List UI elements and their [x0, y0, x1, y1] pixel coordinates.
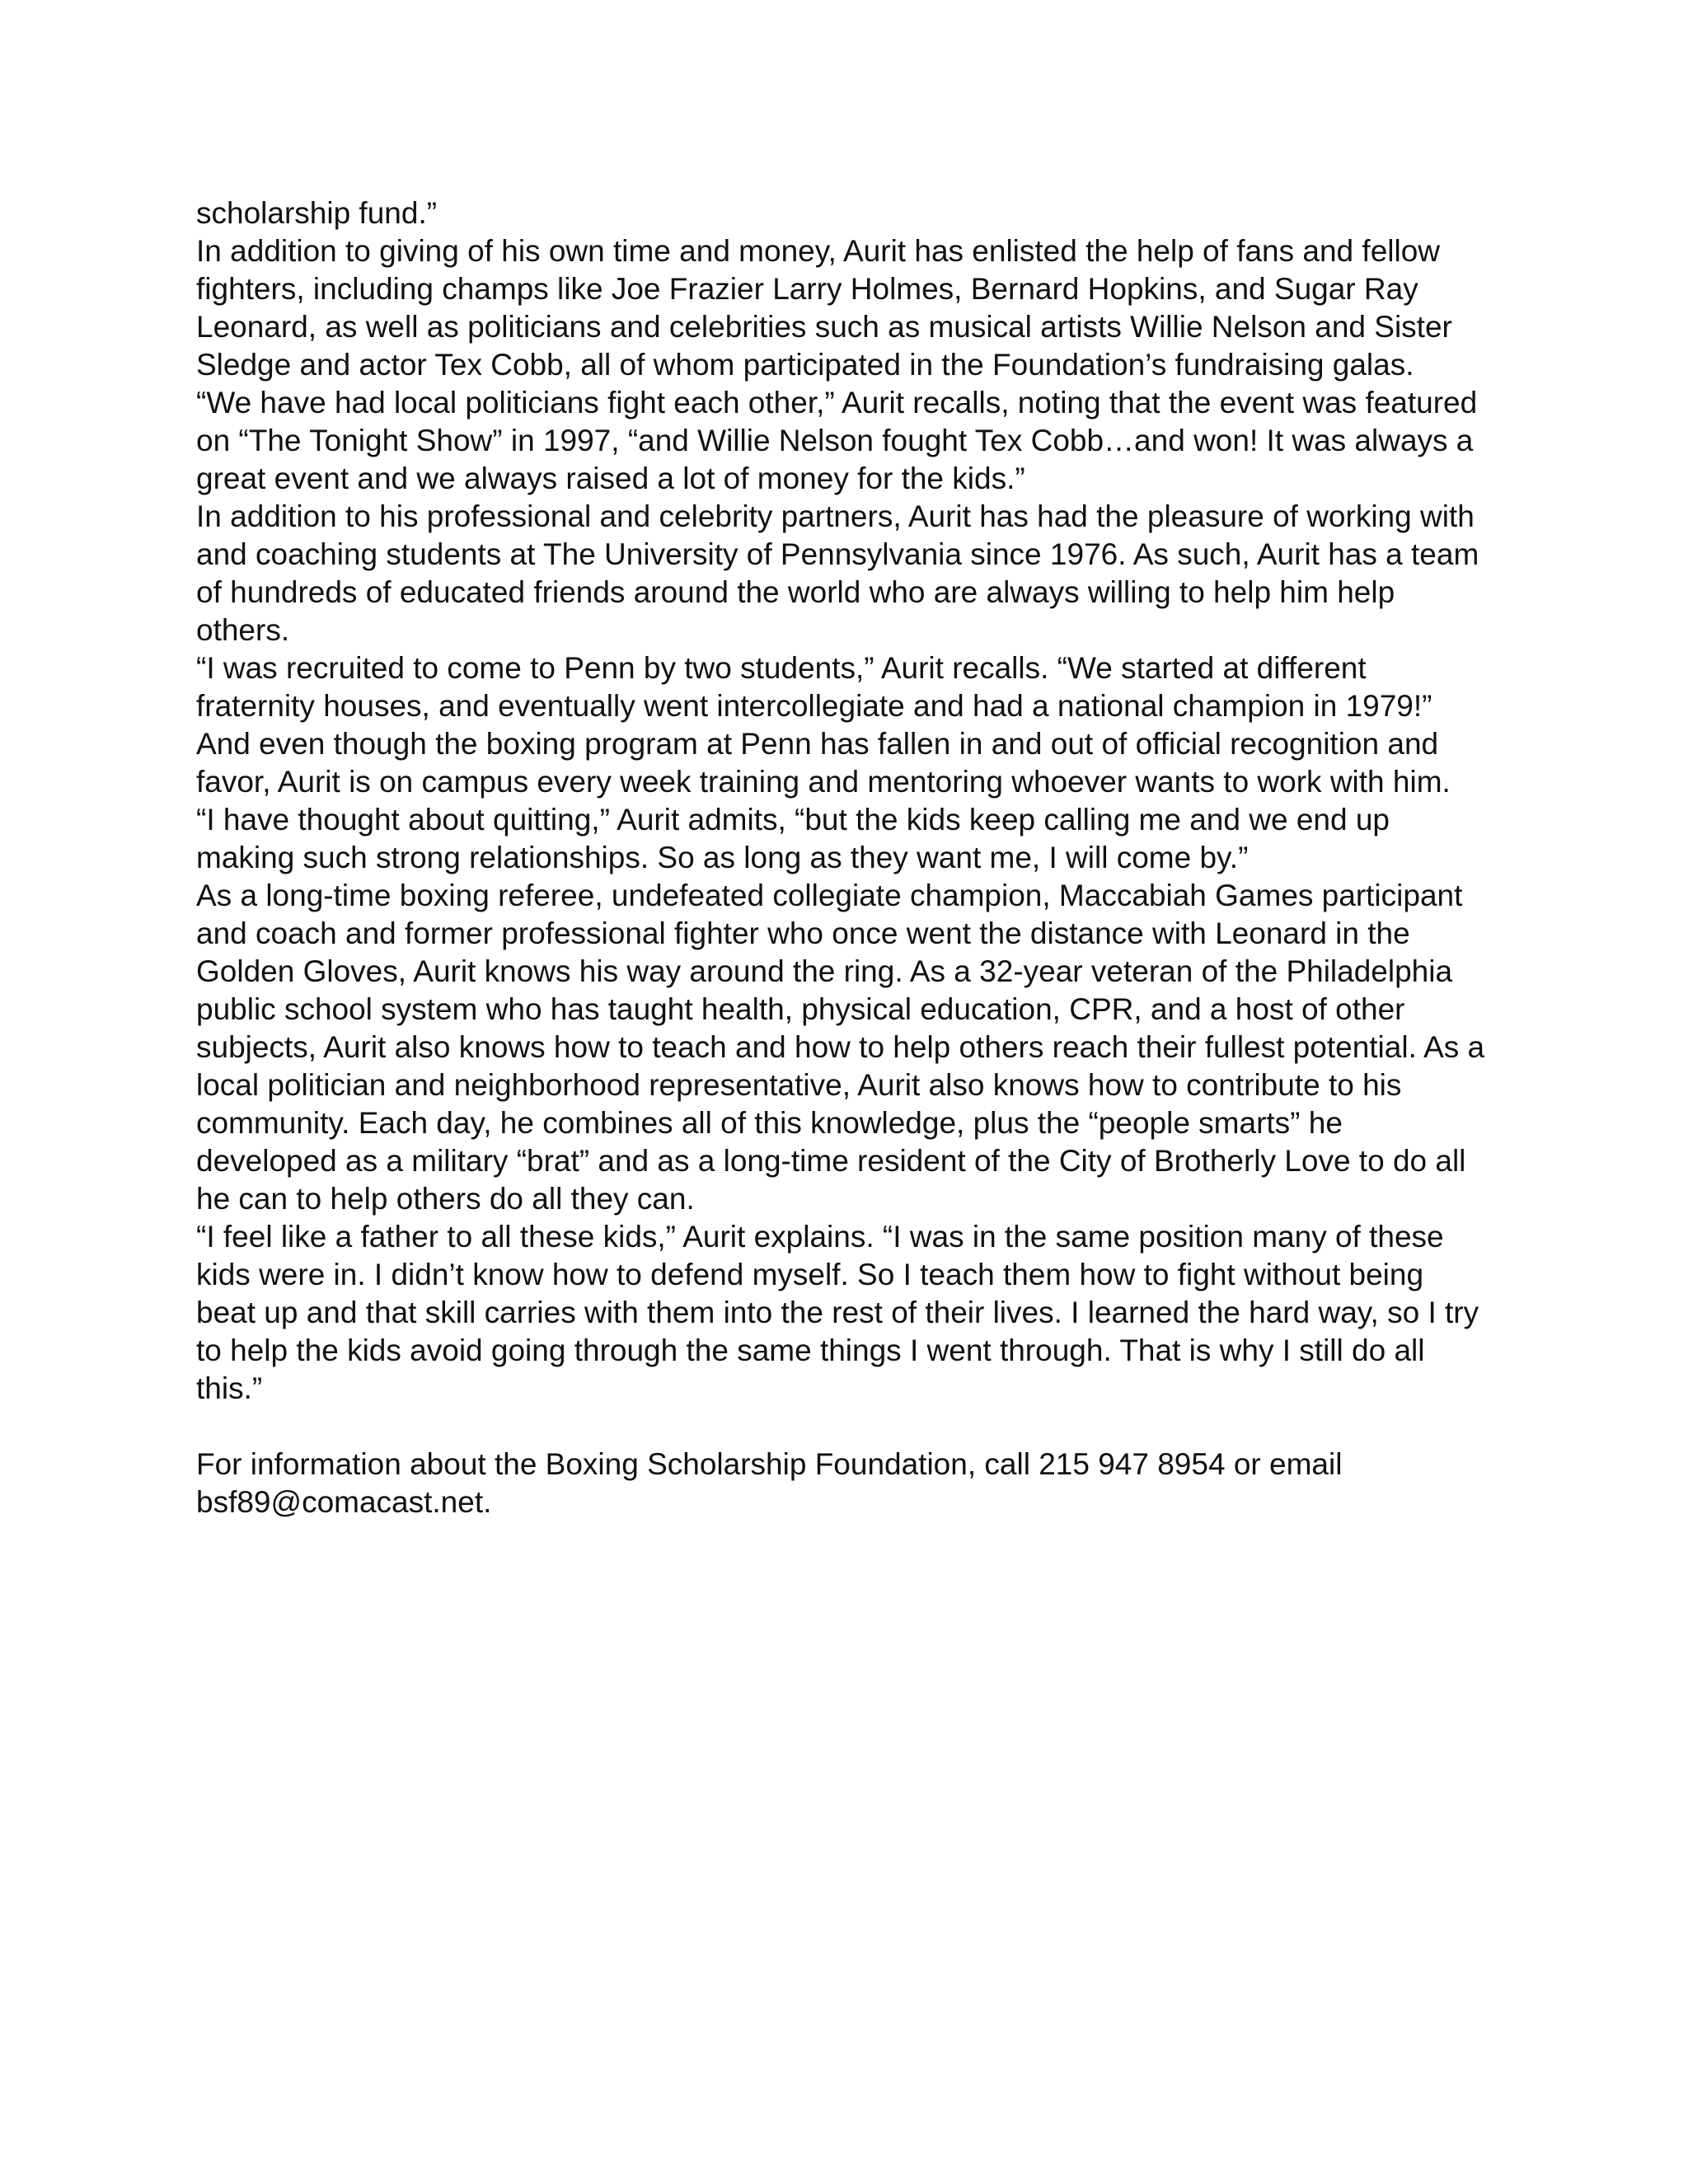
- paragraph-enlisted-help: In addition to giving of his own time and money, Aurit has enlisted the help of fans and fellow fighters, including champs like Joe Frazier Larry Holmes, Bernard Hopkins, and Sugar Ray Leonard, as well as politicians and celebrities such as musical artists Willie Nelson and Sister Sledge and actor Tex Cobb, all of whom participated in the Foundation’s fundraising galas.: [196, 234, 1452, 382]
- paragraph-local-politicians: “We have had local politicians fight each other,” Aurit recalls, noting that the event was featured on “The Tonight Show” in 1997, “and Willie Nelson fought Tex Cobb…and won! It was always a great event and we always raised a lot of money for the kids.”: [196, 386, 1478, 495]
- paragraph-scholarship-fund: scholarship fund.”: [196, 196, 438, 230]
- paragraph-father-to-kids: “I feel like a father to all these kids,” Aurit explains. “I was in the same position many of these kids were in. I didn’t know how to defend myself. So I teach them how to fight without being beat up and that skill carries with them into the rest of their lives. I learned the hard way, so I try to help the kids avoid going through the same things I went through. That is why I still do all this.”: [196, 1220, 1479, 1405]
- paragraph-recruited-to-penn: “I was recruited to come to Penn by two students,” Aurit recalls. “We started at different fraternity houses, and eventually went intercollegiate and had a national champion in 1979!”: [196, 651, 1432, 723]
- paragraph-penn-coaching: In addition to his professional and celebrity partners, Aurit has had the pleasure of working with and coaching students at The University of Pennsylvania since 1976. As such, Aurit has a team of hundreds of educated friends around the world who are always willing to help him help others.: [196, 499, 1479, 647]
- paragraph-spacer: [196, 1408, 1490, 1446]
- paragraph-long-time-referee: As a long-time boxing referee, undefeated collegiate champion, Maccabiah Games participant and coach and former professional fighter who once went the distance with Leonard in the Golden Gloves, Aurit knows his way around the ring. As a 32-year veteran of the Philadelphia public school system who has taught health, physical education, CPR, and a host of other subjects, Aurit also knows how to teach and how to help others reach their fullest potential. As a local politician and neighborhood representative, Aurit also knows how to contribute to his community. Each day, he combines all of this knowledge, plus the “people smarts” he developed as a military “brat” and as a long-time resident of the City of Brotherly Love to do all he can to help others do all they can.: [196, 879, 1485, 1216]
- paragraph-thought-about-quitting: “I have thought about quitting,” Aurit admits, “but the kids keep calling me and we end up making such strong relationships. So as long as they want me, I will come by.”: [196, 803, 1390, 874]
- paragraph-boxing-program: And even though the boxing program at Penn has fallen in and out of official recognition and favor, Aurit is on campus every week training and mentoring whoever wants to work with him.: [196, 727, 1451, 799]
- document-page: [196, 194, 1490, 1521]
- contact-information: For information about the Boxing Scholarship Foundation, call 215 947 8954 or email bsf89@comacast.net.: [196, 1447, 1343, 1519]
